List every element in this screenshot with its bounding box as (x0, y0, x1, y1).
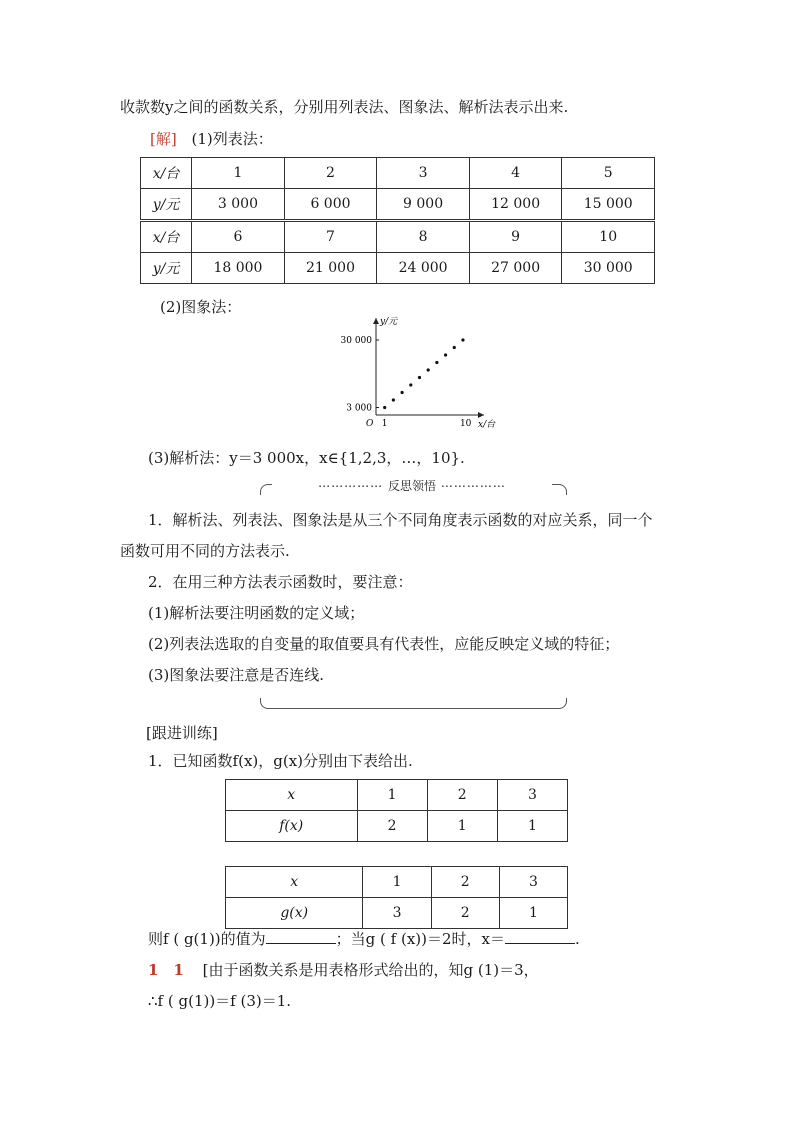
table-cell: 3 (497, 780, 567, 811)
table-cell: 7 (284, 221, 377, 253)
table-cell: x (226, 867, 363, 898)
reflection-p2: 2．在用三种方法表示函数时，要注意： (148, 573, 413, 591)
practice-question: 1．已知函数f(x)，g(x)分别由下表给出. (148, 752, 413, 770)
table-cell: 1 (499, 898, 567, 929)
data-point (392, 398, 395, 401)
table-cell: 4 (469, 158, 562, 189)
data-point (427, 368, 430, 371)
y-axis-label: y/元 (380, 317, 398, 327)
data-point (418, 376, 421, 379)
part1-title: (1)列表法： (191, 130, 273, 148)
table-row (141, 189, 655, 221)
table-row (141, 253, 655, 284)
reflection-item3: (3)图象法要注意是否连线. (148, 666, 325, 684)
question-part1: 则f ( g(1))的值为 (148, 930, 266, 948)
solution-header (150, 128, 273, 149)
reflection-p1: 1．解析法、列表法、图象法是从三个不同角度表示函数的对应关系，同一个 (148, 511, 653, 529)
data-point (453, 346, 456, 349)
x-tick-label: 10 (459, 419, 472, 429)
reflection-item1: (1)解析法要注明函数的定义域； (148, 604, 365, 622)
x-axis-label: x/台 (478, 420, 496, 430)
table-cell: y/元 (141, 253, 192, 284)
table-cell: 5 (562, 158, 655, 189)
table-cell: 3 (499, 867, 567, 898)
question-end: . (575, 930, 580, 948)
y-tick-label: 3 000 (346, 403, 372, 414)
reflection-p1b: 函数可用不同的方法表示. (120, 542, 290, 560)
table-cell: 27 000 (469, 253, 562, 284)
answer-label: 1 1 (148, 961, 184, 979)
table-cell: 1 (192, 158, 285, 189)
table-cell: x (226, 780, 358, 811)
table-cell: 2 (284, 158, 377, 189)
table-cell: 3 (377, 158, 470, 189)
data-point (383, 406, 386, 409)
table-row (226, 780, 568, 811)
table-cell: 1 (357, 780, 427, 811)
table-cell: 3 (363, 898, 431, 929)
table-row (226, 867, 568, 898)
data-point (461, 338, 464, 341)
table-cell: 6 (192, 221, 285, 253)
table-row (141, 158, 655, 189)
table-cell: 1 (497, 811, 567, 842)
question-part2: ；当g ( f (x))＝2时，x＝ (335, 930, 505, 948)
solution-tag: [解] (150, 130, 177, 148)
answer-line (148, 959, 539, 980)
table-cell: 1 (427, 811, 497, 842)
table-cell: g(x) (226, 898, 363, 929)
y-tick-label: 30 000 (340, 336, 372, 346)
scatter-chart (330, 317, 496, 435)
table-cell: 8 (377, 221, 470, 253)
table-cell: 2 (431, 867, 499, 898)
sales-table (140, 157, 655, 284)
table-row (226, 898, 568, 929)
answer-text: [由于函数关系是用表格形式给出的，知g (1)＝3， (202, 961, 539, 979)
fill-question (148, 928, 580, 949)
part2-title: (2)图象法： (160, 298, 242, 316)
answer-blank-2 (505, 929, 575, 944)
origin-label: O (366, 419, 374, 429)
table-cell: 21 000 (284, 253, 377, 284)
table-cell: 2 (431, 898, 499, 929)
x-axis-arrow (478, 412, 484, 418)
table-cell: x/台 (141, 158, 192, 189)
table-cell: 3 000 (192, 189, 285, 221)
table-cell: 10 (562, 221, 655, 253)
reflection-item2: (2)列表法选取的自变量的取值要具有代表性，应能反映定义域的特征； (148, 635, 620, 653)
table-cell: 2 (357, 811, 427, 842)
table-cell: y/元 (141, 189, 192, 221)
table-cell: 1 (363, 867, 431, 898)
reflection-title: ⋯⋯⋯⋯⋯ 反思领悟 ⋯⋯⋯⋯⋯ (272, 477, 552, 494)
g-table (225, 866, 568, 929)
f-table (225, 779, 568, 842)
answer-line-2: ∴f ( g(1))＝f (3)＝1. (148, 992, 292, 1010)
data-point (409, 383, 412, 386)
intro-line: 收款数y之间的函数关系，分别用列表法、图象法、解析法表示出来. (120, 98, 569, 116)
part3-text: (3)解析法：y＝3 000x，x∈{1,2,3，…，10}. (148, 449, 465, 467)
table-cell: 18 000 (192, 253, 285, 284)
data-point (400, 391, 403, 394)
table-cell: 12 000 (469, 189, 562, 221)
table-cell: x/台 (141, 221, 192, 253)
reflection-title-text: 反思领悟 (387, 479, 436, 493)
table-cell: 24 000 (377, 253, 470, 284)
x-tick-label: 1 (381, 419, 388, 429)
data-point (444, 353, 447, 356)
table-cell: 2 (427, 780, 497, 811)
table-cell: 15 000 (562, 189, 655, 221)
table-cell: 9 (469, 221, 562, 253)
data-point (435, 361, 438, 364)
table-row (141, 221, 655, 253)
answer-blank-1 (266, 929, 336, 944)
practice-title: [跟进训练] (146, 724, 218, 742)
table-cell: 30 000 (562, 253, 655, 284)
table-cell: f(x) (226, 811, 358, 842)
table-row (226, 811, 568, 842)
y-axis-arrow (373, 318, 379, 324)
table-cell: 9 000 (377, 189, 470, 221)
reflection-frame-bottom (260, 698, 567, 709)
table-cell: 6 000 (284, 189, 377, 221)
